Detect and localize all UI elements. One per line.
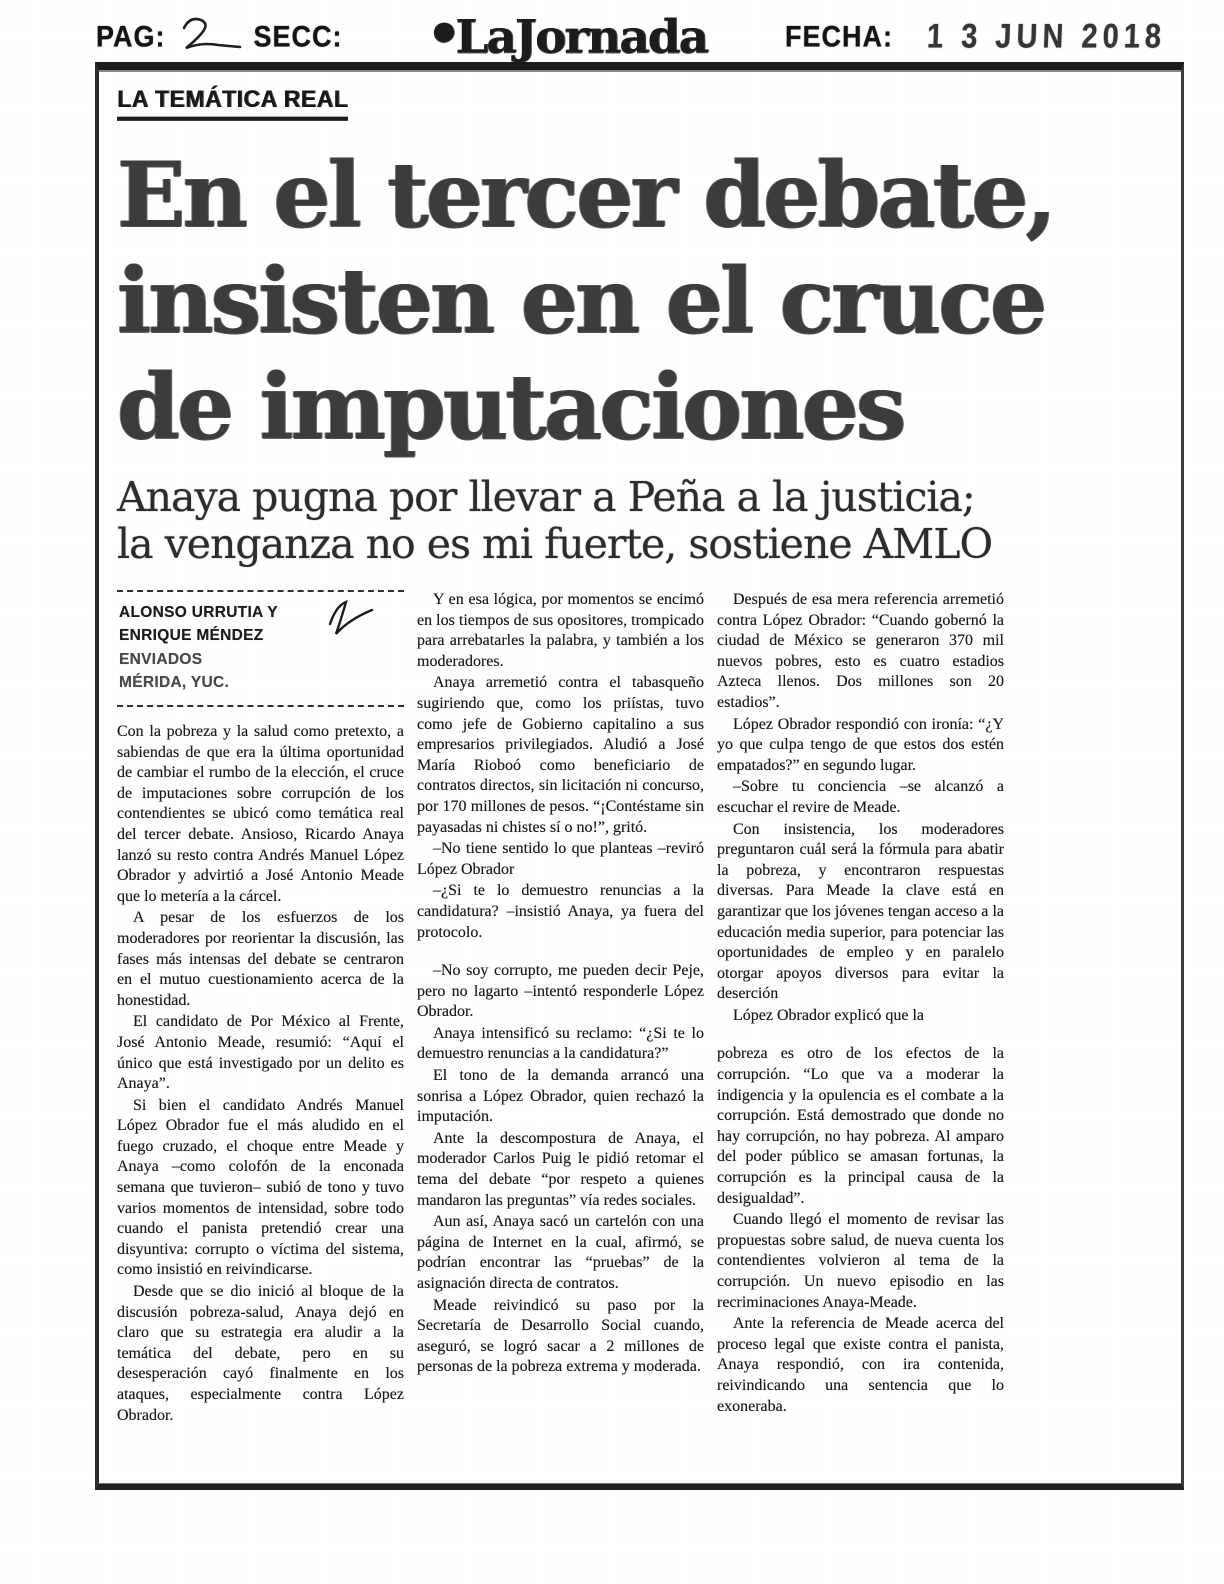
byline-author-line-2: ENRIQUE MÉNDEZ: [119, 627, 264, 645]
body-paragraph: A pesar de los esfuerzos de los moderadores por reorientar la discusión, las fases más intensas del debate se centraron en el mutuo cuestionamiento acerca de la honestidad.: [117, 909, 404, 1009]
column-gap: [417, 944, 704, 961]
headline-line-2: insisten en el cruce: [117, 248, 1045, 354]
byline-author-line-1: ALONSO URRUTIA Y: [119, 604, 278, 621]
column-3: [717, 590, 1004, 1427]
column-1: [117, 590, 404, 1427]
logo-text: LaJornada: [455, 10, 707, 64]
body-paragraph: Aun así, Anaya sacó un cartelón con una página de Internet en la cual, afirmó, se podrían encontrar las “pruebas” de la asignación directa de contratos.: [417, 1213, 704, 1292]
body-paragraph: Si bien el candidato Andrés Manuel López Obrador fue el más aludido en el fuego cruzado, el choque entre Meade y Anaya –como colofón de la enconada semana que tuvieron– subió de tono y tuvo varios momentos de intensidad, sobre todo cuando el panista pretendió crear una disyuntiva: corrupto o víctima del sistema, como insistió en reivindicarse.: [117, 1096, 404, 1279]
page-number-label: PAG:: [96, 20, 166, 53]
scan-header: [96, 12, 1182, 62]
date-stamp: 1 3 JUN 2018: [926, 17, 1167, 56]
body-paragraph: Anaya arremetió contra el tabasqueño sugiriendo que, como los priístas, tuvo como jefe de Gobierno capitalino a sus empresarios privilegiados. Aludió a José María Rioboó como beneficiario de contratos directos, sin licitación ni concurso, por 170 millones de pesos. “¡Contéstame sin payasadas ni chistes sí o no!”, gritó.: [417, 674, 704, 836]
body-paragraph: Ante la descompostura de Anaya, el moderador Carlos Puig le pidió retomar el tema del debate “por respeto a quienes mandaron las preguntas” vía redes sociales.: [417, 1129, 704, 1209]
handwritten-check-mark: [322, 596, 378, 647]
body-paragraph: Meade reivindicó su paso por la Secretaría de Desarrollo Social cuando, aseguró, se logró sacar a 2 millones de personas de la pobreza extrema y moderada.: [417, 1296, 704, 1376]
headline-line-1: En el tercer debate,: [117, 142, 1054, 248]
byline-role: ENVIADOS: [119, 650, 203, 668]
body-paragraph: López Obrador explicó que la: [733, 1006, 925, 1024]
body-paragraph: El tono de la demanda arrancó una sonrisa a López Obrador, quien rechazó la imputación.: [417, 1067, 704, 1126]
body-paragraph: El candidato de Por México al Frente, José Antonio Meade, resumió: “Aquí el único que está investigado por un delito es Anaya”.: [117, 1013, 404, 1093]
column-1-text: [117, 722, 404, 1426]
section-label: SECC:: [253, 20, 343, 53]
body-columns: [117, 590, 1022, 1427]
subheadline: [117, 474, 1161, 568]
body-paragraph: Ante la referencia de Meade acerca del proceso legal que existe contra el panista, Anaya respondió, con ira contenida, reivindicando una sentencia que lo exoneraba.: [717, 1315, 1004, 1415]
body-paragraph: Cuando llegó el momento de revisar las propuestas sobre salud, de nueva cuenta los contendientes volvieron al tema de la corrupción. Un nuevo episodio en las recriminaciones Anaya-Meade.: [717, 1211, 1004, 1311]
column-gap: [717, 1027, 1004, 1044]
body-paragraph: –Sobre tu conciencia –se alcanzó a escuchar el revire de Meade.: [717, 778, 1004, 816]
handwritten-2-mark: [174, 14, 248, 56]
kicker: LA TEMÁTICA REAL: [117, 85, 348, 121]
body-paragraph: Desde que se dio inició al bloque de la discusión pobreza-salud, Anaya dejó en claro que su estrategia era aludir a la temática del debate, pero en su desesperación cayó finalmente en los ataques, especialmente contra López Obrador.: [117, 1283, 404, 1424]
la-jornada-logo: [433, 10, 707, 64]
body-paragraph: –¿Si te lo demuestro renuncias a la candidatura? –insistió Anaya, ya fuera del protocolo.: [417, 882, 704, 941]
column-2: [417, 590, 704, 1427]
body-paragraph: Con insistencia, los moderadores preguntaron cuál será la fórmula para abatir la pobreza, y encontraron respuestas diversas. Para Meade la clave está en garantizar que los jóvenes tengan acceso a la educación media superior, para potenciar las oportunidades de empleo y en paralelo otorgar apoyos diversos para evitar la deserción: [717, 820, 1004, 1003]
byline-location: MÉRIDA, YUC.: [119, 673, 230, 691]
date-label: FECHA:: [785, 20, 893, 53]
handwritten-page-number: [174, 14, 248, 61]
article-frame: [95, 62, 1184, 1490]
body-paragraph: Anaya intensificó su reclamo: “¿Si te lo demuestro renuncias a la candidatura?”: [417, 1024, 704, 1063]
body-paragraph: Y en esa lógica, por momentos se encimó en los tiempos de sus opositores, trompicado para arrebatarles la palabra, y también a los moderadores.: [417, 591, 704, 670]
body-paragraph: –No soy corrupto, me pueden decir Peje, pero no lagarto –intentó responderle López Obrador.: [417, 962, 704, 1021]
logo-bullet-icon: ●: [432, 15, 454, 46]
body-paragraph: Después de esa mera referencia arremetió contra López Obrador: “Cuando gobernó la ciudad de México se generaron 370 mil nuevos pobres, esto es cuatro estadios Azteca llenos. Dos millones son 20 estadios”.: [717, 591, 1004, 711]
byline-block: [117, 590, 404, 707]
headline: [117, 142, 1161, 460]
subhead-line-2: la venganza no es mi fuerte, sostiene AMLO: [117, 520, 993, 568]
column-2-text: [417, 590, 704, 1378]
column-3-text: [717, 590, 1004, 1417]
body-paragraph: López Obrador respondió con ironía: “¿Y yo que culpa tengo de que estos dos estén empatados?” en segundo lugar.: [717, 715, 1004, 774]
body-paragraph: –No tiene sentido lo que planteas –reviró López Obrador: [417, 840, 704, 878]
headline-line-3: de imputaciones: [117, 354, 904, 460]
body-paragraph: pobreza es otro de los efectos de la corrupción. “Lo que va a moderar la indigencia y la opulencia es el combate a la corrupción. Está demostrado que donde no hay corrupción, no hay pobreza. Al amparo del poder público se amasan fortunas, la corrupción es la principal causa de la desigualdad”.: [717, 1045, 1004, 1207]
subhead-line-1: Anaya pugna por llevar a Peña a la justicia;: [117, 473, 975, 521]
body-paragraph: Con la pobreza y la salud como pretexto, a sabiendas de que era la última oportunidad de cambiar el rumbo de la elección, el cruce de imputaciones sobre corrupción de los contendientes se ubicó como temática real del tercer debate. Ansioso, Ricardo Anaya lanzó su resto contra Andrés Manuel López Obrador y advirtió a José Antonio Meade que lo metería a la cárcel.: [117, 723, 404, 905]
